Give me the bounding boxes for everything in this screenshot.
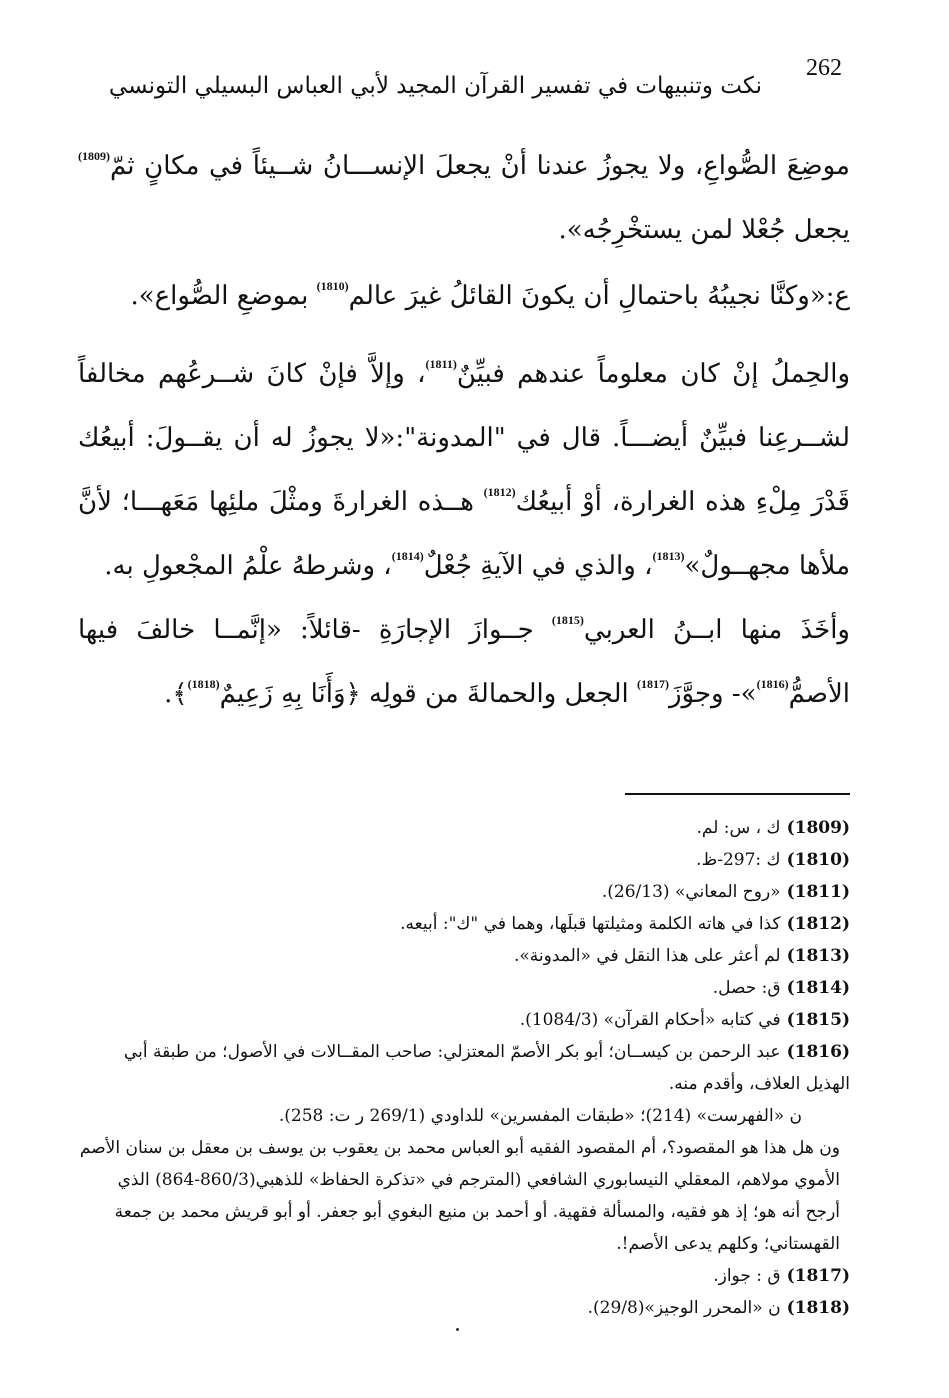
footnote-number: (1810) — [786, 850, 850, 870]
footnote-number: (1811) — [786, 882, 850, 902]
paragraph-text: جــوازَ الإجارَةِ -قائلاً: «إنَّمــا خالفَ فيها الأصمُّ — [78, 615, 850, 709]
paragraph-text: هــذه الغرارةَ ومثْلَ ملئِها مَعَهـــا؛ لأنَّ ملأها مجهــولٌ» — [78, 487, 850, 581]
footnote-1816-note: ون هل هذا هو المقصود؟، أم المقصود الفقيه أبو العباس محمد بن يعقوب بن يوسف بن معقل بن سنان الأصم الأموي مولاهم، المعقلي النيسابوري الشافعي (المترجم في «تذكرة الحفاظ» للذهبي(860/3-864) الذي أرجح أنه هو؛ إذ هو فقيه، والمسألة فقهية. أو أحمد بن منيع البغوي أبو جعفر. أو أبو قريش محمد بن جمعة القهستاني؛ وكلهم يدعى الأصم!. — [79, 1138, 840, 1254]
footnote-1816-reference: ن «الفهرست» (214)؛ «طبقات المفسرين» للداودي (269/1 ر ت: 258). — [278, 1106, 802, 1126]
footnote-text: عبد الرحمن بن كيســان؛ أبو بكر الأصمّ المعتزلي: صاحب المقــالات في الأصول؛ من طبقة أبي الهذيل العلاف، وأقدم منه. — [123, 1042, 850, 1094]
footnote-ref-1815[interactable]: (1815) — [551, 613, 584, 627]
footnote-ref-1814[interactable]: (1814) — [391, 549, 424, 563]
paragraph-text: ع:«وكنَّا نجيبُهُ باحتمالِ أن يكونَ القائلُ غيرَ عالم — [348, 281, 850, 311]
paragraph-text: ، والذي في الآيةِ جُعْلٌ — [423, 551, 653, 581]
footnote-number: (1813) — [786, 946, 850, 966]
footnote-text: ق : جواز. — [713, 1266, 781, 1286]
paragraph-text: والحِملُ إنْ كان معلوماً عندهم فبيِّنٌ — [456, 359, 850, 389]
footnote-number: (1818) — [786, 1298, 850, 1318]
footnote-ref-1812[interactable]: (1812) — [483, 485, 516, 499]
footnote-number: (1816) — [786, 1042, 850, 1062]
paragraph-text: ، وإلاَّ فإنْ كانَ شــرعُهم مخالفاً لشــرعِنا فبيِّنٌ أيضـــاً. قال في "المدونة":«لا يجوزُ له أن يقــولَ: أبيعُك قَدْرَ مِلْءِ هذه الغرارة، أوْ أبيعُك — [78, 359, 850, 517]
footnote-1815 — [78, 1004, 850, 1036]
footnote-ref-1809[interactable]: (1809) — [78, 149, 110, 163]
footnote-ref-1810[interactable]: (1810) — [316, 279, 349, 293]
footnote-text: ن «المحرر الوجيز»(29/8). — [587, 1298, 781, 1318]
footnote-number: (1809) — [786, 818, 850, 838]
footnote-text: ك ، س: لم. — [696, 818, 781, 838]
paragraph-text: يجعل جُعْلا لمن يستخْرِجُه». — [558, 215, 850, 245]
paragraph-4 — [78, 598, 850, 726]
footnotes — [78, 812, 850, 1324]
footnote-1812 — [78, 908, 850, 940]
page-number: 262 — [806, 55, 842, 81]
paragraph-text: ﴾. — [164, 679, 188, 709]
footnote-1816 — [78, 1036, 850, 1100]
footnote-number: (1815) — [786, 1010, 850, 1030]
footnote-text: لم أعثر على هذا النقل في «المدونة». — [514, 946, 781, 966]
running-title: نكت وتنبيهات في تفسير القرآن المجيد لأبي العباس البسيلي التونسي — [108, 73, 762, 99]
footnote-1809 — [78, 812, 850, 844]
footnote-ref-1811[interactable]: (1811) — [425, 357, 457, 371]
footnote-1818 — [78, 1292, 850, 1324]
paragraph-text: الجعل والحمالةَ من قولِه ﴿وَأَنَا بِهِ زَعِيمٌ — [219, 679, 637, 709]
page-header — [80, 55, 850, 105]
footnote-ref-1816[interactable]: (1816) — [756, 677, 789, 691]
footnote-ref-1818[interactable]: (1818) — [187, 677, 220, 691]
footnote-number: (1812) — [786, 914, 850, 934]
footnote-1811 — [78, 876, 850, 908]
footnote-ref-1817[interactable]: (1817) — [636, 677, 669, 691]
footnote-text: ق: حصل. — [712, 978, 781, 998]
footnote-text: في كتابه «أحكام القرآن» (1084/3). — [519, 1010, 781, 1030]
paragraph-text: وأخَذَ منها ابــنُ العربي — [583, 615, 850, 645]
footnote-separator — [625, 793, 850, 795]
footnote-number: (1817) — [786, 1266, 850, 1286]
paragraph-1 — [78, 134, 850, 262]
paragraph-2 — [78, 264, 850, 328]
footnote-text: «روح المعاني» (26/13). — [601, 882, 781, 902]
paragraph-text: بموضعِ الصُّواع». — [130, 281, 317, 311]
footnote-1813 — [78, 940, 850, 972]
paragraph-text: »- وجوَّزَ — [668, 679, 757, 709]
footnote-ref-1813[interactable]: (1813) — [652, 549, 685, 563]
paragraph-text: ، وشرطهُ علْمُ المجْعولِ به. — [104, 551, 392, 581]
ink-speck — [456, 1328, 459, 1331]
footnote-number: (1814) — [786, 978, 850, 998]
paragraph-text: موضِعَ الصُّواعِ، ولا يجوزُ عندنا أنْ يجعلَ الإنســـانُ شــيئاً في مكانٍ ثمّ — [110, 151, 850, 181]
footnote-1810 — [78, 844, 850, 876]
footnote-1817 — [78, 1260, 850, 1292]
footnote-text: ك :297-ظ. — [696, 850, 781, 870]
paragraph-3 — [78, 342, 850, 598]
footnote-text: كذا في هاته الكلمة ومثيلتها قبلَها، وهما في "ك": أبيعه. — [400, 914, 781, 934]
footnote-1814 — [78, 972, 850, 1004]
